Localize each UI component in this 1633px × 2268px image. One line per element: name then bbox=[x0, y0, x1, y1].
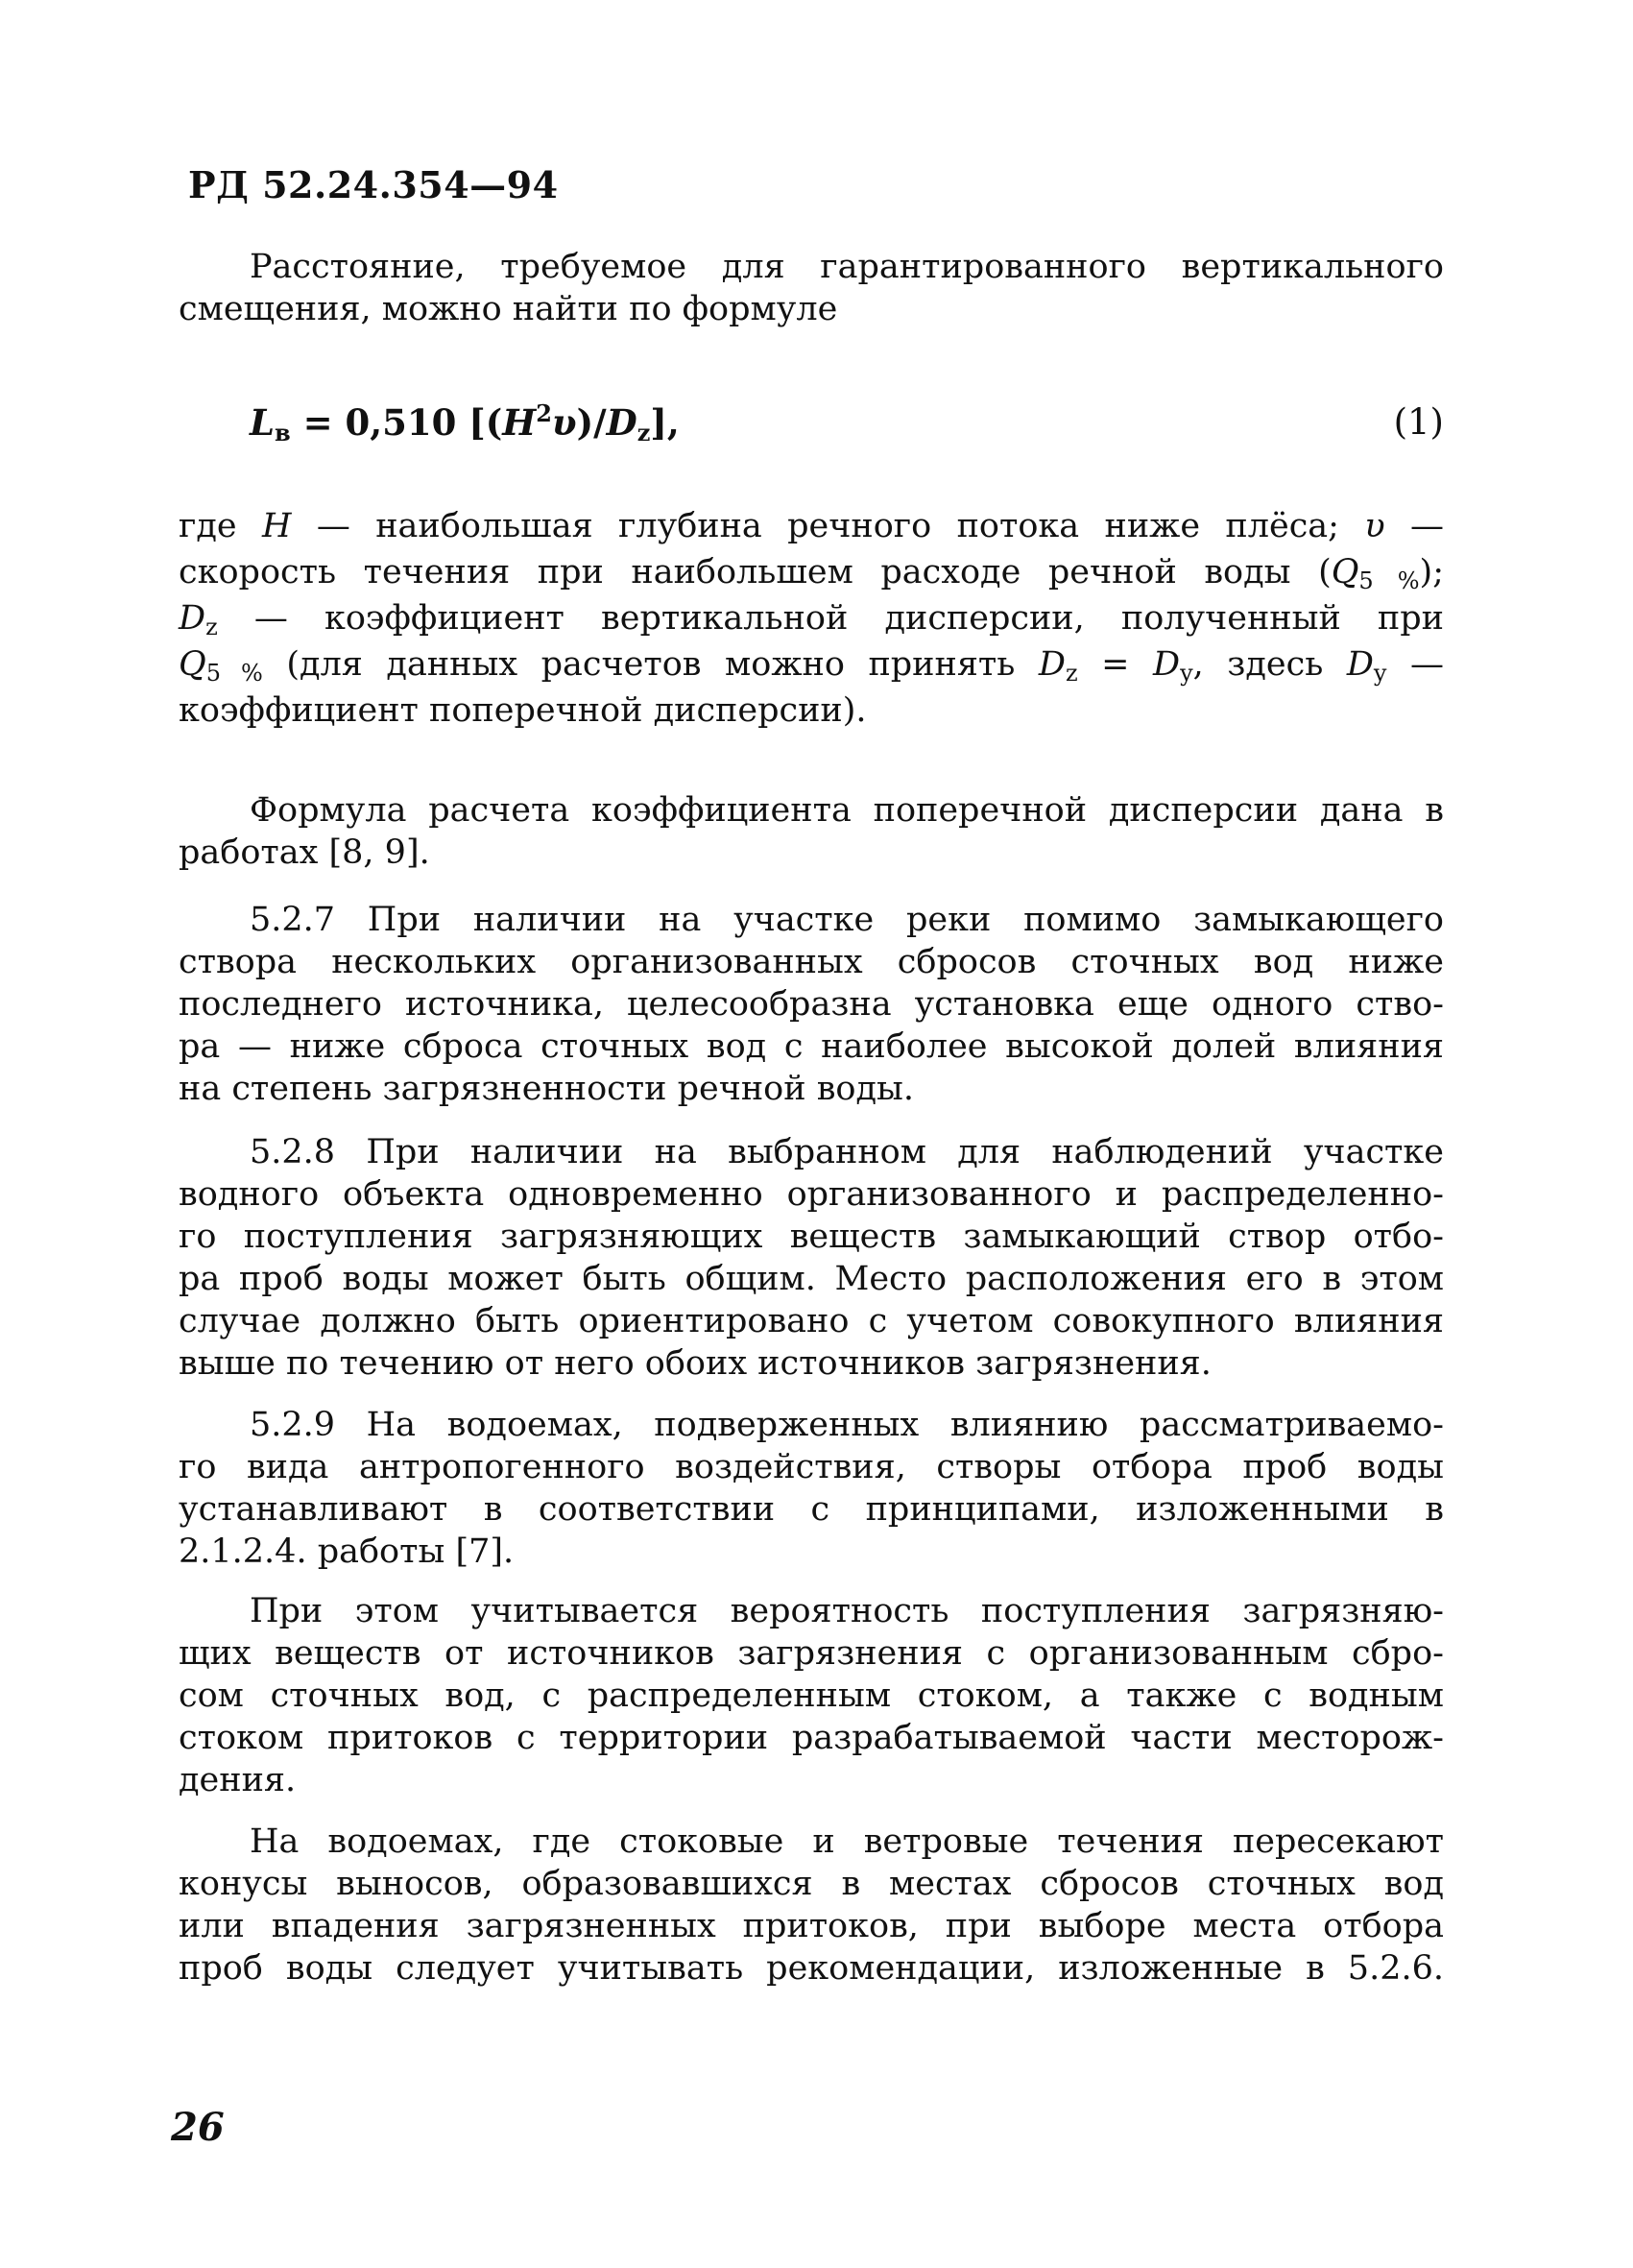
paragraph-5-2-9 bbox=[179, 1404, 1444, 1573]
text-line: смещения, можно найти по формуле bbox=[179, 290, 838, 328]
formula-text: = 0,510 [( bbox=[290, 401, 503, 444]
text-line: коэффициент поперечной дисперсии). bbox=[179, 691, 867, 730]
formula-symbol: H bbox=[502, 401, 537, 444]
formula-symbol: υ bbox=[551, 401, 577, 444]
text-line: дения. bbox=[179, 1761, 297, 1799]
paragraph-5-2-7 bbox=[179, 899, 1444, 1110]
text-line: выше по течению от него обоих источников загрязнения. bbox=[179, 1344, 1212, 1383]
paragraph-5-2-8 bbox=[179, 1131, 1444, 1385]
text-line: 5.2.8 При наличии на выбранном для наблюдений участке bbox=[250, 1133, 1444, 1171]
text-line: створа нескольких организованных сбросов сточных вод ниже bbox=[179, 943, 1444, 981]
text-line: случае должно быть ориентировано с учетом совокупного влияния bbox=[179, 1302, 1444, 1340]
where-paragraph bbox=[179, 503, 1444, 734]
text-line: последнего источника, целесообразна установка еще одного ство- bbox=[179, 985, 1444, 1024]
text-line: стоком притоков с территории разрабатываемой части месторож- bbox=[179, 1719, 1444, 1757]
text-line: На водоемах, где стоковые и ветровые течения пересекают bbox=[250, 1822, 1444, 1861]
pollution-sources-paragraph bbox=[179, 1590, 1444, 1801]
formula-1 bbox=[250, 401, 1444, 444]
text-line: работах [8, 9]. bbox=[179, 833, 430, 872]
text-line: ра — ниже сброса сточных вод с наиболее высокой долей влияния bbox=[179, 1027, 1444, 1066]
text-line: Расстояние, требуемое для гарантированного вертикального bbox=[250, 248, 1444, 286]
text-line: $D_z$ — коэффициент вертикальной дисперсии, полученный при bbox=[179, 599, 1444, 640]
text-line: Формула расчета коэффициента поперечной дисперсии дана в bbox=[250, 791, 1444, 830]
formula-subscript: z bbox=[636, 419, 651, 446]
text-line: сом сточных вод, с распределенным стоком, а также с водным bbox=[179, 1677, 1444, 1715]
intro-paragraph bbox=[179, 246, 1444, 330]
text-line: устанавливают в соответствии с принципами, изложенными в bbox=[179, 1490, 1444, 1529]
text-line: скорость течения при наибольшем расходе речной воды $(Q_{5 \%})$; bbox=[179, 553, 1444, 594]
text-line: проб воды следует учитывать рекомендации, изложенные в 5.2.6. bbox=[179, 1949, 1444, 1988]
text-line: го вида антропогенного воздействия, створы отбора проб воды bbox=[179, 1448, 1444, 1486]
formula-number: (1) bbox=[1393, 401, 1444, 443]
document-code-header: РД 52.24.354—94 bbox=[188, 163, 559, 206]
page-number: 26 bbox=[171, 2105, 225, 2150]
formula-symbol: L bbox=[250, 401, 276, 444]
text-line: 5.2.7 При наличии на участке реки помимо замыкающего bbox=[250, 901, 1444, 939]
text-line: водного объекта одновременно организованного и распределенно- bbox=[179, 1175, 1444, 1214]
text-line: го поступления загрязняющих веществ замыкающий створ отбо- bbox=[179, 1218, 1444, 1256]
formula-superscript: 2 bbox=[536, 399, 552, 427]
text-line: где H — наибольшая глубина речного потока ниже плёса; υ — bbox=[179, 507, 1444, 545]
formula-text: )/ bbox=[576, 401, 607, 444]
formula-text: ], bbox=[650, 401, 680, 444]
text-line: или впадения загрязненных притоков, при выборе места отбора bbox=[179, 1907, 1444, 1945]
text-line: $Q_{5 \%}$ (для данных расчетов можно принять $D_z = D_y$, здесь $D_y$ — bbox=[179, 645, 1445, 687]
reservoir-paragraph bbox=[179, 1821, 1444, 1990]
formula-reference-paragraph bbox=[179, 789, 1444, 874]
text-line: 5.2.9 На водоемах, подверженных влиянию рассматриваемо- bbox=[250, 1406, 1444, 1444]
text-line: При этом учитывается вероятность поступления загрязняю- bbox=[250, 1592, 1444, 1630]
text-line: на степень загрязненности речной воды. bbox=[179, 1070, 915, 1108]
text-line: щих веществ от источников загрязнения с организованным сбро- bbox=[179, 1634, 1444, 1673]
formula-symbol: D bbox=[606, 401, 637, 444]
text-line: 2.1.2.4. работы [7]. bbox=[179, 1532, 515, 1571]
formula-subscript: в bbox=[275, 419, 291, 446]
text-line: ра проб воды может быть общим. Место расположения его в этом bbox=[179, 1260, 1444, 1298]
text-line: конусы выносов, образовавшихся в местах сбросов сточных вод bbox=[179, 1865, 1444, 1903]
